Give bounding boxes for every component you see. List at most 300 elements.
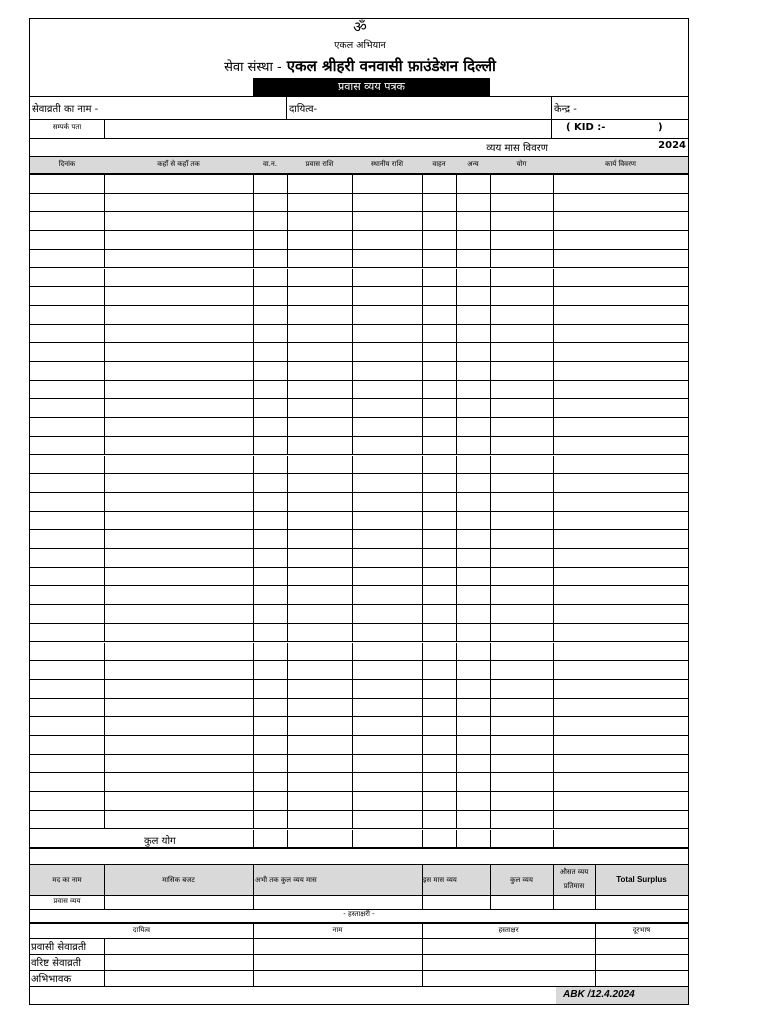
table-cell[interactable] (287, 605, 352, 624)
table-cell[interactable] (253, 325, 287, 344)
table-cell[interactable] (30, 493, 104, 512)
table-cell[interactable] (490, 175, 553, 194)
table-cell[interactable] (253, 512, 287, 531)
table-cell[interactable] (352, 437, 422, 456)
table-cell[interactable] (352, 830, 422, 849)
table-cell[interactable] (253, 624, 287, 643)
table-cell[interactable] (287, 568, 352, 587)
table-cell[interactable] (490, 736, 553, 755)
table-cell[interactable] (287, 512, 352, 531)
table-cell[interactable] (352, 212, 422, 231)
table-cell[interactable] (352, 811, 422, 830)
table-cell[interactable] (104, 549, 253, 568)
table-cell[interactable] (287, 773, 352, 792)
table-cell[interactable] (422, 530, 456, 549)
table-cell[interactable] (352, 717, 422, 736)
table-cell[interactable] (104, 717, 253, 736)
table-cell[interactable] (30, 474, 104, 493)
table-cell[interactable] (490, 755, 553, 774)
table-cell[interactable] (456, 287, 490, 306)
table-cell[interactable] (422, 830, 456, 849)
table-cell[interactable] (553, 287, 688, 306)
table-cell[interactable] (287, 530, 352, 549)
table-cell[interactable] (30, 773, 104, 792)
table-cell[interactable] (104, 250, 253, 269)
table-cell[interactable] (422, 474, 456, 493)
table-cell[interactable] (104, 755, 253, 774)
table-cell[interactable] (287, 381, 352, 400)
table-cell[interactable] (490, 661, 553, 680)
table-cell[interactable] (422, 381, 456, 400)
table-cell[interactable] (104, 568, 253, 587)
table-cell[interactable] (422, 437, 456, 456)
table-cell[interactable] (553, 231, 688, 250)
table-cell[interactable] (553, 773, 688, 792)
table-cell[interactable] (422, 175, 456, 194)
table-cell[interactable] (352, 755, 422, 774)
table-cell[interactable] (422, 231, 456, 250)
table-cell[interactable] (352, 736, 422, 755)
table-cell[interactable] (30, 287, 104, 306)
table-cell[interactable] (553, 456, 688, 475)
table-cell[interactable] (553, 269, 688, 288)
table-cell[interactable] (253, 269, 287, 288)
table-cell[interactable] (422, 586, 456, 605)
table-cell[interactable] (490, 194, 553, 213)
table-cell[interactable] (490, 680, 553, 699)
table-cell[interactable] (30, 605, 104, 624)
table-cell[interactable] (253, 680, 287, 699)
table-cell[interactable] (30, 231, 104, 250)
table-cell[interactable] (287, 212, 352, 231)
table-cell[interactable] (553, 811, 688, 830)
table-cell[interactable] (287, 287, 352, 306)
table-cell[interactable] (553, 530, 688, 549)
table-cell[interactable] (490, 493, 553, 512)
table-cell[interactable] (287, 269, 352, 288)
table-cell[interactable] (490, 306, 553, 325)
table-cell[interactable] (352, 175, 422, 194)
table-cell[interactable] (253, 212, 287, 231)
table-cell[interactable] (104, 287, 253, 306)
table-cell[interactable] (352, 194, 422, 213)
table-cell[interactable] (287, 643, 352, 662)
table-cell[interactable] (253, 549, 287, 568)
table-cell[interactable] (253, 530, 287, 549)
table-cell[interactable] (553, 717, 688, 736)
table-cell[interactable] (456, 605, 490, 624)
table-cell[interactable] (287, 736, 352, 755)
table-cell[interactable] (456, 194, 490, 213)
table-cell[interactable] (352, 493, 422, 512)
table-cell[interactable] (553, 586, 688, 605)
table-cell[interactable] (104, 474, 253, 493)
table-cell[interactable] (422, 212, 456, 231)
table-cell[interactable] (30, 381, 104, 400)
table-cell[interactable] (352, 530, 422, 549)
table-cell[interactable] (456, 306, 490, 325)
table-cell[interactable] (422, 269, 456, 288)
table-cell[interactable] (553, 437, 688, 456)
table-cell[interactable] (422, 493, 456, 512)
table-cell[interactable] (456, 381, 490, 400)
table-cell[interactable] (553, 699, 688, 718)
table-cell[interactable] (490, 624, 553, 643)
table-cell[interactable] (253, 717, 287, 736)
table-cell[interactable] (352, 456, 422, 475)
table-cell[interactable] (490, 512, 553, 531)
table-cell[interactable] (30, 343, 104, 362)
table-cell[interactable] (287, 362, 352, 381)
table-cell[interactable] (490, 773, 553, 792)
table-cell[interactable] (253, 773, 287, 792)
table-cell[interactable] (30, 325, 104, 344)
table-cell[interactable] (422, 624, 456, 643)
table-cell[interactable] (456, 811, 490, 830)
table-cell[interactable] (490, 343, 553, 362)
table-cell[interactable] (253, 175, 287, 194)
table-cell[interactable] (253, 792, 287, 811)
table-cell[interactable] (490, 437, 553, 456)
table-cell[interactable] (456, 717, 490, 736)
table-cell[interactable] (104, 343, 253, 362)
table-cell[interactable] (352, 568, 422, 587)
table-cell[interactable] (422, 250, 456, 269)
table-cell[interactable] (352, 381, 422, 400)
table-cell[interactable] (456, 437, 490, 456)
table-cell[interactable] (104, 736, 253, 755)
table-cell[interactable] (104, 362, 253, 381)
table-cell[interactable] (553, 399, 688, 418)
table-cell[interactable] (287, 549, 352, 568)
table-cell[interactable] (253, 755, 287, 774)
table-cell[interactable] (553, 194, 688, 213)
table-cell[interactable] (422, 362, 456, 381)
table-cell[interactable] (490, 399, 553, 418)
table-cell[interactable] (422, 306, 456, 325)
table-cell[interactable] (422, 287, 456, 306)
table-cell[interactable] (456, 250, 490, 269)
table-cell[interactable] (30, 399, 104, 418)
table-cell[interactable] (490, 699, 553, 718)
table-cell[interactable] (104, 792, 253, 811)
table-cell[interactable] (30, 661, 104, 680)
table-cell[interactable] (287, 717, 352, 736)
table-cell[interactable] (456, 699, 490, 718)
table-cell[interactable] (422, 343, 456, 362)
table-cell[interactable] (490, 325, 553, 344)
table-cell[interactable] (456, 269, 490, 288)
table-cell[interactable] (253, 605, 287, 624)
table-cell[interactable] (104, 512, 253, 531)
table-cell[interactable] (287, 792, 352, 811)
table-cell[interactable] (456, 568, 490, 587)
table-cell[interactable] (253, 568, 287, 587)
table-cell[interactable] (287, 437, 352, 456)
table-cell[interactable] (490, 231, 553, 250)
table-cell[interactable] (490, 605, 553, 624)
table-cell[interactable] (253, 830, 287, 849)
table-cell[interactable] (253, 736, 287, 755)
table-cell[interactable] (553, 755, 688, 774)
table-cell[interactable] (253, 493, 287, 512)
table-cell[interactable] (490, 811, 553, 830)
table-cell[interactable] (104, 175, 253, 194)
table-cell[interactable] (456, 212, 490, 231)
table-cell[interactable] (490, 474, 553, 493)
table-cell[interactable] (287, 456, 352, 475)
table-cell[interactable] (456, 493, 490, 512)
table-cell[interactable] (352, 773, 422, 792)
table-cell[interactable] (352, 661, 422, 680)
table-cell[interactable] (287, 250, 352, 269)
table-cell[interactable] (422, 418, 456, 437)
table-cell[interactable] (287, 680, 352, 699)
table-cell[interactable] (422, 568, 456, 587)
table-cell[interactable] (253, 699, 287, 718)
table-cell[interactable] (30, 418, 104, 437)
table-cell[interactable] (422, 194, 456, 213)
table-cell[interactable] (553, 474, 688, 493)
table-cell[interactable] (490, 717, 553, 736)
table-cell[interactable] (352, 418, 422, 437)
table-cell[interactable] (30, 512, 104, 531)
table-cell[interactable] (253, 306, 287, 325)
table-cell[interactable] (553, 493, 688, 512)
table-cell[interactable] (352, 474, 422, 493)
table-cell[interactable] (553, 212, 688, 231)
table-cell[interactable] (490, 830, 553, 849)
table-cell[interactable] (287, 493, 352, 512)
table-cell[interactable] (287, 811, 352, 830)
table-cell[interactable] (456, 624, 490, 643)
table-cell[interactable] (456, 456, 490, 475)
table-cell[interactable] (422, 549, 456, 568)
table-cell[interactable] (104, 530, 253, 549)
table-cell[interactable] (104, 437, 253, 456)
table-cell[interactable] (352, 549, 422, 568)
table-cell[interactable] (104, 811, 253, 830)
table-cell[interactable] (104, 399, 253, 418)
table-cell[interactable] (30, 624, 104, 643)
table-cell[interactable] (456, 773, 490, 792)
table-cell[interactable] (490, 362, 553, 381)
table-cell[interactable] (456, 343, 490, 362)
table-cell[interactable] (456, 362, 490, 381)
table-cell[interactable] (253, 661, 287, 680)
table-cell[interactable] (287, 474, 352, 493)
table-cell[interactable] (456, 736, 490, 755)
table-cell[interactable] (553, 381, 688, 400)
table-cell[interactable] (352, 605, 422, 624)
table-cell[interactable] (553, 643, 688, 662)
table-cell[interactable] (104, 194, 253, 213)
table-cell[interactable] (253, 399, 287, 418)
table-cell[interactable] (422, 792, 456, 811)
table-cell[interactable] (422, 512, 456, 531)
table-cell[interactable] (30, 792, 104, 811)
table-cell[interactable] (490, 792, 553, 811)
table-cell[interactable] (422, 643, 456, 662)
table-cell[interactable] (553, 343, 688, 362)
table-cell[interactable] (352, 269, 422, 288)
table-cell[interactable] (422, 605, 456, 624)
table-cell[interactable] (287, 586, 352, 605)
table-cell[interactable] (422, 773, 456, 792)
table-cell[interactable] (30, 643, 104, 662)
table-cell[interactable] (287, 343, 352, 362)
table-cell[interactable] (253, 231, 287, 250)
table-cell[interactable] (287, 325, 352, 344)
table-cell[interactable] (104, 699, 253, 718)
table-cell[interactable] (253, 474, 287, 493)
table-cell[interactable] (30, 306, 104, 325)
table-cell[interactable] (104, 418, 253, 437)
table-cell[interactable] (456, 175, 490, 194)
table-cell[interactable] (30, 212, 104, 231)
table-cell[interactable] (30, 811, 104, 830)
table-cell[interactable] (553, 736, 688, 755)
table-cell[interactable] (104, 306, 253, 325)
table-cell[interactable] (104, 586, 253, 605)
table-cell[interactable] (104, 624, 253, 643)
table-cell[interactable] (553, 830, 688, 849)
table-cell[interactable] (30, 530, 104, 549)
table-cell[interactable] (490, 586, 553, 605)
table-cell[interactable] (30, 568, 104, 587)
table-cell[interactable] (456, 830, 490, 849)
table-cell[interactable] (253, 456, 287, 475)
table-cell[interactable] (422, 680, 456, 699)
table-cell[interactable] (553, 792, 688, 811)
table-cell[interactable] (352, 699, 422, 718)
table-cell[interactable] (104, 381, 253, 400)
table-cell[interactable] (253, 287, 287, 306)
table-cell[interactable] (553, 306, 688, 325)
table-cell[interactable] (104, 231, 253, 250)
table-cell[interactable] (30, 755, 104, 774)
table-cell[interactable] (287, 231, 352, 250)
table-cell[interactable] (422, 699, 456, 718)
table-cell[interactable] (553, 418, 688, 437)
table-cell[interactable] (30, 549, 104, 568)
table-cell[interactable] (104, 643, 253, 662)
table-cell[interactable] (352, 399, 422, 418)
table-cell[interactable] (456, 231, 490, 250)
table-cell[interactable] (456, 474, 490, 493)
table-cell[interactable] (352, 325, 422, 344)
table-cell[interactable] (287, 306, 352, 325)
table-cell[interactable] (352, 362, 422, 381)
table-cell[interactable] (422, 736, 456, 755)
table-cell[interactable] (422, 456, 456, 475)
table-cell[interactable] (456, 325, 490, 344)
table-cell[interactable] (490, 287, 553, 306)
table-cell[interactable] (30, 250, 104, 269)
table-cell[interactable] (422, 755, 456, 774)
table-cell[interactable] (456, 792, 490, 811)
table-cell[interactable] (287, 661, 352, 680)
table-cell[interactable] (553, 175, 688, 194)
table-cell[interactable] (352, 586, 422, 605)
table-cell[interactable] (287, 624, 352, 643)
table-cell[interactable] (104, 605, 253, 624)
table-cell[interactable] (30, 717, 104, 736)
table-cell[interactable] (456, 643, 490, 662)
table-cell[interactable] (490, 549, 553, 568)
table-cell[interactable] (253, 250, 287, 269)
table-cell[interactable] (104, 493, 253, 512)
table-cell[interactable] (253, 194, 287, 213)
table-cell[interactable] (253, 381, 287, 400)
table-cell[interactable] (553, 680, 688, 699)
table-cell[interactable] (253, 811, 287, 830)
table-cell[interactable] (490, 250, 553, 269)
table-cell[interactable] (30, 830, 253, 849)
table-cell[interactable] (30, 680, 104, 699)
table-cell[interactable] (456, 512, 490, 531)
table-cell[interactable] (287, 175, 352, 194)
table-cell[interactable] (287, 418, 352, 437)
table-cell[interactable] (352, 512, 422, 531)
table-cell[interactable] (30, 699, 104, 718)
table-cell[interactable] (490, 381, 553, 400)
table-cell[interactable] (490, 456, 553, 475)
table-cell[interactable] (553, 325, 688, 344)
table-cell[interactable] (553, 624, 688, 643)
table-cell[interactable] (422, 399, 456, 418)
table-cell[interactable] (30, 736, 104, 755)
table-cell[interactable] (104, 773, 253, 792)
table-cell[interactable] (253, 418, 287, 437)
table-cell[interactable] (352, 287, 422, 306)
table-cell[interactable] (253, 643, 287, 662)
table-cell[interactable] (352, 306, 422, 325)
table-cell[interactable] (490, 643, 553, 662)
table-cell[interactable] (287, 755, 352, 774)
table-cell[interactable] (30, 586, 104, 605)
table-cell[interactable] (490, 530, 553, 549)
table-cell[interactable] (456, 661, 490, 680)
table-cell[interactable] (253, 362, 287, 381)
table-cell[interactable] (104, 661, 253, 680)
table-cell[interactable] (253, 586, 287, 605)
table-cell[interactable] (352, 343, 422, 362)
table-cell[interactable] (553, 568, 688, 587)
table-cell[interactable] (352, 231, 422, 250)
table-cell[interactable] (456, 586, 490, 605)
table-cell[interactable] (490, 269, 553, 288)
table-cell[interactable] (253, 437, 287, 456)
table-cell[interactable] (104, 269, 253, 288)
table-cell[interactable] (422, 717, 456, 736)
table-cell[interactable] (104, 212, 253, 231)
table-cell[interactable] (287, 699, 352, 718)
table-cell[interactable] (456, 399, 490, 418)
table-cell[interactable] (352, 792, 422, 811)
table-cell[interactable] (456, 680, 490, 699)
table-cell[interactable] (456, 755, 490, 774)
table-cell[interactable] (30, 456, 104, 475)
table-cell[interactable] (553, 661, 688, 680)
table-cell[interactable] (352, 624, 422, 643)
table-cell[interactable] (253, 343, 287, 362)
table-cell[interactable] (30, 362, 104, 381)
table-cell[interactable] (104, 680, 253, 699)
table-cell[interactable] (553, 549, 688, 568)
table-cell[interactable] (287, 194, 352, 213)
table-cell[interactable] (287, 830, 352, 849)
